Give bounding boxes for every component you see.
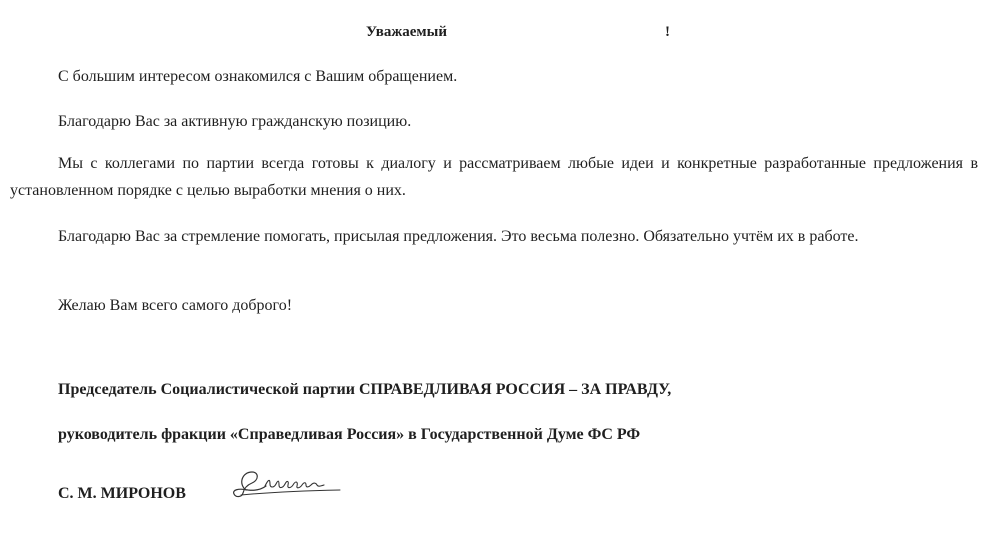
signatory-name: С. М. МИРОНОВ (58, 485, 186, 502)
salutation-exclamation: ! (665, 24, 670, 40)
paragraph-3: Мы с коллегами по партии всегда готовы к диалогу и рассматриваем любые идеи и конкретные разработанные предложения в установленном порядке с целью выработки мнения о них. (10, 155, 978, 199)
signatory-title-line-2: руководитель фракции «Справедливая Россия» в Государственной Думе ФС РФ (58, 426, 641, 443)
paragraph-1: С большим интересом ознакомился с Вашим обращением. (58, 68, 458, 85)
paragraph-2: Благодарю Вас за активную гражданскую позицию. (58, 113, 412, 130)
handwritten-signature (232, 468, 344, 502)
salutation (10, 24, 978, 44)
signatory-title-line-1: Председатель Социалистической партии СПРАВЕДЛИВАЯ РОССИЯ – ЗА ПРАВДУ, (58, 381, 672, 398)
paragraph-5: Желаю Вам всего самого доброго! (58, 297, 293, 314)
salutation-word: Уважаемый (366, 24, 447, 40)
paragraph-4: Благодарю Вас за стремление помогать, присылая предложения. Это весьма полезно. Обязательно учтём их в работе. (58, 228, 859, 245)
